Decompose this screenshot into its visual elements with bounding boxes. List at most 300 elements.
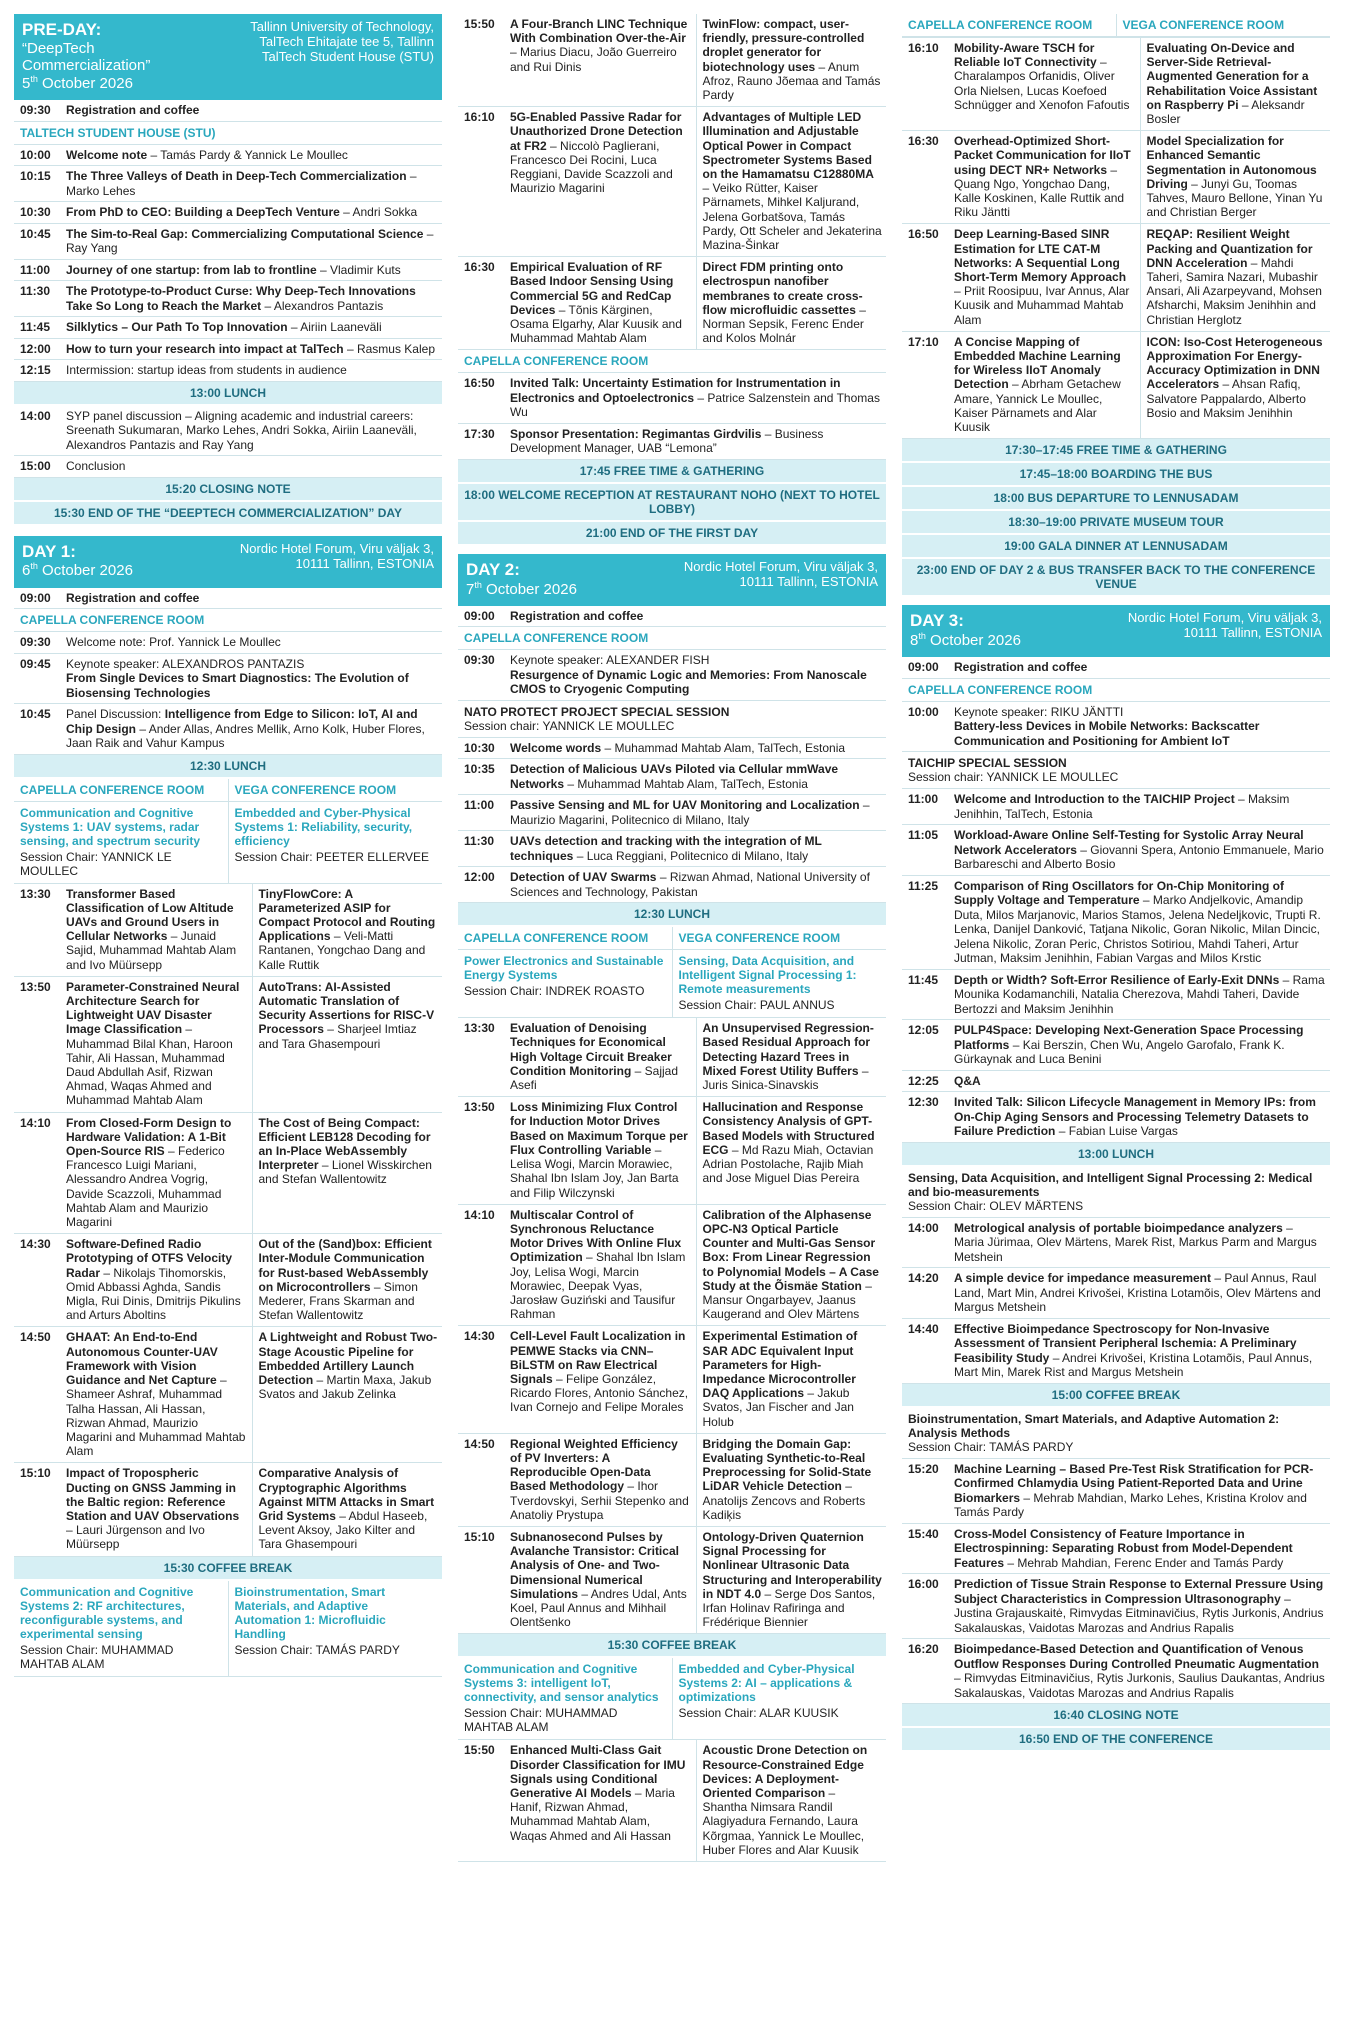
header-left xyxy=(910,611,1021,649)
talk-title: Metrological analysis of portable bioimpedance analyzers xyxy=(954,1220,1283,1235)
talk-authors: – Mehrab Mahdian, Ferenc Ender and Tamás Pardy xyxy=(1004,1555,1284,1570)
track-a-talk xyxy=(510,1527,694,1633)
track-b-talk xyxy=(1140,131,1331,223)
schedule-row xyxy=(14,100,442,122)
talk-title: A Lightweight and Robust Two-Stage Acoustic Pipeline for Embedded Artillery Launch Detection xyxy=(258,1330,438,1388)
talk-authors: SYP panel discussion – Aligning academic and industrial careers: Sreenath Sukumaran, Marko Lehes, Andri Sokka, Airiin Laaneväli, Alexandros Pantazis and Ray Yang xyxy=(66,408,417,452)
time: 10:15 xyxy=(20,169,51,184)
talk-title: Calibration of the Alphasense OPC-N3 Optical Particle Counter and Multi-Gas Sensor Box: From Linear Regression to Polynomial Models – A Case Study at the Õismäe Station xyxy=(702,1207,879,1293)
time: 15:50 xyxy=(464,1743,495,1758)
parallel-row xyxy=(14,977,442,1113)
content xyxy=(66,456,442,477)
session-chair: Session Chair: MUHAMMAD MAHTAB ALAM xyxy=(20,1642,174,1671)
session-chair: Session Chair: TAMÁS PARDY xyxy=(234,1642,400,1657)
header-venue: Tallinn University of Technology, TalTech Ehitajate tee 5, Tallinn TalTech Student House (STU) xyxy=(250,19,434,64)
talk-title: Evaluating On-Device and Server-Side Retrieval-Augmented Generation for a Rehabilitation Voice Assistant on Raspberry Pi xyxy=(1146,41,1318,112)
column-2 xyxy=(458,14,886,1862)
time: 16:50 xyxy=(908,227,939,242)
talk-authors: – Veli-Matti Rantanen, Yongchao Dang and Kalle Ruttik xyxy=(258,929,426,972)
parallel-track xyxy=(1116,14,1331,37)
talk-title: How to turn your research into impact at TalTech xyxy=(66,341,344,356)
schedule-row xyxy=(902,1268,1330,1319)
talk-authors: – Andres Udal, Ants Koel, Paul Annus and Mihhail Olentšenko xyxy=(510,1586,687,1630)
content xyxy=(954,1639,1330,1703)
parallel-row xyxy=(14,1113,442,1235)
talk-authors: – Juris Sinica-Sinavskis xyxy=(702,1063,869,1093)
track-b-talk xyxy=(1140,38,1331,130)
talk-authors: Intermission: startup ideas from students in audience xyxy=(66,363,347,378)
speaker-intro: Keynote speaker: RIKU JÄNTTI xyxy=(954,704,1124,719)
talk-authors: – Fabian Luise Vargas xyxy=(1055,1124,1178,1139)
talk-authors: – Lionel Wisskirchen and Stefan Wallentowitz xyxy=(258,1158,432,1187)
talk-authors: – Junyi Gu, Toomas Tahves, Mauro Bellone, Yinan Yu and Christian Berger xyxy=(1146,176,1323,220)
talk-title: Overhead-Optimized Short-Packet Communication for IIoT using DECT NR+ Networks xyxy=(954,134,1131,177)
talk-title: Welcome words xyxy=(510,740,602,755)
session-chair: Session chair: YANNICK LE MOULLEC xyxy=(908,770,1119,785)
session-info xyxy=(902,1408,1330,1459)
talk-title: The Cost of Being Compact: Efficient LEB128 Decoding for an In-Place WebAssembly Interpreter xyxy=(258,1115,431,1173)
schedule-row xyxy=(902,1319,1330,1384)
track-a-talk xyxy=(510,1740,694,1861)
content xyxy=(954,1092,1330,1142)
session-info xyxy=(902,752,1330,789)
content xyxy=(66,588,442,609)
time: 16:10 xyxy=(464,110,495,125)
talk-title: REQAP: Resilient Weight Packing and Quantization for DNN Acceleration xyxy=(1146,227,1313,270)
talk-title: Registration and coffee xyxy=(66,103,200,118)
schedule-row xyxy=(902,970,1330,1021)
talk-title: Multiscalar Control of Synchronous Reluctance Motor Drives With Online Flux Optimization xyxy=(510,1207,682,1265)
talk-authors: – Nikolajs Tihomorskis, Omid Abbassi Aghda, Sandis Migla, Rui Dinis, Dmitrijs Pikulins and Arturs Aboltins xyxy=(66,1265,241,1323)
talk-authors: – Ander Allas, Andres Mellik, Arno Kolk, Huber Flores, Jaan Raik and Vahur Kampus xyxy=(66,721,425,751)
schedule-band: 21:00 END OF THE FIRST DAY xyxy=(458,522,886,546)
time: 14:10 xyxy=(464,1207,495,1222)
talk-authors: – Luca Reggiani, Politecnico di Milano, Italy xyxy=(573,848,809,863)
speaker-intro: Keynote speaker: ALEXANDER FISH xyxy=(510,653,710,668)
content xyxy=(510,650,886,700)
content xyxy=(954,657,1330,678)
talk-authors: – Muhammad Mahtab Alam, TalTech, Estonia xyxy=(564,776,808,791)
content xyxy=(954,1218,1330,1268)
track-b-talk xyxy=(696,1326,887,1432)
talk-authors: – Abdul Haseeb, Levent Aksoy, Jako Kilter and Tara Ghasempouri xyxy=(258,1508,428,1552)
parallel-track xyxy=(228,1581,443,1676)
time: 09:45 xyxy=(20,656,51,671)
talk-authors: – Tõnis Kärginen, Osama Elgarhy, Alar Kuusik and Muhammad Mahtab Alam xyxy=(510,302,682,346)
talk-authors: – Serge Dos Santos, Irfan Holinav Rafiringa and Frédérique Biennier xyxy=(702,1586,876,1630)
schedule-row xyxy=(14,166,442,202)
talk-authors: – Patrice Salzenstein and Thomas Wu xyxy=(510,390,880,420)
content xyxy=(510,424,886,459)
time: 15:50 xyxy=(464,17,495,31)
session-chair: Session Chair: INDREK ROASTO xyxy=(464,984,645,999)
header-left xyxy=(22,20,224,92)
track-b-talk xyxy=(696,1527,887,1633)
time: 10:45 xyxy=(20,707,51,722)
talk-title: Ontology-Driven Quaternion Signal Processing for Nonlinear Ultrasonic Data Structuring and Interoperability in NDT 4.0 xyxy=(702,1529,882,1601)
talk-authors: – Vladimir Kuts xyxy=(316,262,401,277)
track-a-talk xyxy=(954,332,1138,438)
content xyxy=(954,825,1330,875)
talk-title: A Four-Branch LINC Technique With Combination Over-the-Air xyxy=(510,17,688,46)
talk-title: Detection of UAV Swarms xyxy=(510,870,657,885)
talk-title: ICON: Iso-Cost Heterogeneous Approximation For Energy-Accuracy Optimization in DNN Accelerators xyxy=(1146,334,1323,392)
time: 11:00 xyxy=(464,798,495,813)
talk-authors: – Ahsan Rafiq, Salvatore Pappalardo, Alberto Bosio and Maksim Jenihhin xyxy=(1146,377,1306,420)
talk-title: Out of the (Sand)box: Efficient Inter-Module Communication for Rust-based WebAssembly on Microcontrollers xyxy=(258,1237,432,1294)
talk-title: The Sim-to-Real Gap: Commercializing Computational Science xyxy=(66,226,424,241)
schedule-row xyxy=(14,654,442,705)
schedule-row xyxy=(14,202,442,224)
talk-title: Enhanced Multi-Class Gait Disorder Classification for IMU Signals using Conditional Generative AI Models xyxy=(510,1743,686,1800)
schedule-row xyxy=(458,373,886,424)
parallel-row xyxy=(458,14,886,107)
talk-title: Welcome note xyxy=(66,147,148,162)
track-b-talk xyxy=(1140,332,1331,438)
talk-authors: – Maria Jürimaa, Olev Märtens, Marek Rist, Markus Parm and Margus Metshein xyxy=(954,1220,1317,1264)
schedule-row xyxy=(14,406,442,457)
parallel-track xyxy=(672,1658,887,1739)
talk-authors: – Anum Afroz, Rauno Jõemaa and Tamás Pardy xyxy=(702,59,881,103)
time: 12:00 xyxy=(464,870,495,885)
talk-title: Deep Learning-Based SINR Estimation for LTE CAT-M Networks: A Sequential Long Short-Term Memory Approach xyxy=(954,227,1127,285)
header-left xyxy=(22,542,133,580)
schedule-row xyxy=(902,1020,1330,1071)
time: 12:15 xyxy=(20,363,51,378)
schedule-band: 18:00 BUS DEPARTURE TO LENNUSADAM xyxy=(902,487,1330,511)
schedule-row xyxy=(902,1218,1330,1269)
talk-authors: – Rimvydas Eitminavičius, Rytis Jurkonis, Saulius Daukantas, Andrius Sakalauskas, Vaidotas Marozas and Andrius Rapalis xyxy=(954,1671,1325,1700)
day-header xyxy=(902,605,1330,657)
content xyxy=(954,876,1330,969)
talk-title: Model Specialization for Enhanced Semantic Segmentation in Autonomous Driving xyxy=(1146,134,1317,191)
talk-authors: – Business Development Manager, UAB “Lemona” xyxy=(510,426,824,456)
talk-authors: – Md Razu Miah, Octavian Adrian Postolache, Rajib Miah and Jose Miguel Dias Pereira xyxy=(702,1142,874,1186)
session-chair: Session Chair: PEETER ELLERVEE xyxy=(234,849,430,864)
session-title: Sensing, Data Acquisition, and Intelligent Signal Processing 2: Medical and bio-measurements xyxy=(908,1170,1313,1199)
room-label: CAPELLA CONFERENCE ROOM xyxy=(458,627,886,650)
talk-title: PULP4Space: Developing Next-Generation Space Processing Platforms xyxy=(954,1023,1304,1052)
time: 15:00 xyxy=(20,459,51,474)
talk-authors: – Anatolijs Zencovs and Roberts Kadiķis xyxy=(702,1479,866,1522)
time: 09:30 xyxy=(20,635,51,650)
schedule-row xyxy=(458,759,886,795)
talk-authors: – Felipe González, Ricardo Flores, Antonio Sánchez, Ivan Cornejo and Felipe Morales xyxy=(510,1371,689,1415)
header-left xyxy=(466,560,577,598)
time: 09:30 xyxy=(20,103,51,118)
content xyxy=(66,166,442,201)
track-a-talk xyxy=(510,1326,694,1432)
time: 14:10 xyxy=(20,1115,51,1130)
parallel-session-header xyxy=(14,779,442,884)
parallel-row xyxy=(14,1327,442,1463)
parallel-row xyxy=(14,884,442,977)
parallel-row xyxy=(902,38,1330,131)
spacer xyxy=(902,597,1330,605)
schedule-band: 12:30 LUNCH xyxy=(458,903,886,927)
talk-title: Comparison of Ring Oscillators for On-Chip Monitoring of Supply Voltage and Temperature xyxy=(954,878,1284,908)
talk-authors: – Marko Andjelkovic, Amandip Duta, Milos Marjanovic, Marios Stamos, Jelena Nedeljkovic, Trupti R. Lenka, Danijel Danković, Tatjana Nikolic, Goran Nikolic, Milan Dincic, Jelena Nikolic, Zoran Peric, Christos Sotiriou, Mahdi Taheri, Artur Jutman, Maksim Jenihhin, Fabian Vargas and Milos Krstic xyxy=(954,893,1321,966)
talk-authors: – Jakub Svatos, Jan Fischer and Jan Holub xyxy=(702,1386,854,1429)
content xyxy=(66,145,442,166)
time: 10:30 xyxy=(20,205,51,220)
schedule-band: 15:30 END OF THE “DEEPTECH COMMERCIALIZATION” DAY xyxy=(14,502,442,526)
session-info xyxy=(458,701,886,738)
time: 12:00 xyxy=(20,341,51,356)
track-b-talk xyxy=(696,107,887,256)
talk-title: Empirical Evaluation of RF Based Indoor Sensing Using Commercial 5G and RedCap Devices xyxy=(510,260,674,317)
time: 14:50 xyxy=(464,1436,495,1451)
time: 16:30 xyxy=(464,260,495,275)
talk-title: TwinFlow: compact, user-friendly, pressure-controlled droplet generator for biotechnology uses xyxy=(702,17,865,74)
talk-title: Resurgence of Dynamic Logic and Memories: From Nanoscale CMOS to Cryogenic Computing xyxy=(510,667,867,697)
talk-authors: – Norman Sepsik, Ferenc Ender and Kolos Molnár xyxy=(702,302,866,346)
time: 13:30 xyxy=(20,886,51,901)
talk-authors: – Airiin Laaneväli xyxy=(287,320,382,335)
talk-title: Battery-less Devices in Mobile Networks: Backscatter Communication and Positioning for Ambient IoT xyxy=(954,719,1260,748)
schedule-row xyxy=(14,704,442,755)
room-label: CAPELLA CONFERENCE ROOM xyxy=(458,927,672,950)
track-a-talk xyxy=(510,1205,694,1326)
talk-authors: – Niccolò Paglierani, Francesco Dei Rocini, Luca Reggiani, Davide Scazzoli and Maurizio Magarini xyxy=(510,138,673,196)
track-a-talk xyxy=(66,1327,250,1462)
content xyxy=(66,260,442,281)
parallel-row xyxy=(14,1463,442,1556)
column-3 xyxy=(902,14,1330,1752)
schedule-band: 23:00 END OF DAY 2 & BUS TRANSFER BACK TO THE CONFERENCE VENUE xyxy=(902,559,1330,597)
session-title: Bioinstrumentation, Smart Materials, and Adaptive Automation 1: Microfluidic Handling xyxy=(234,1584,386,1641)
talk-authors: – Maria Hanif, Rizwan Ahmad, Muhammad Mahtab Alam, Waqas Ahmed and Ali Hassan xyxy=(510,1786,675,1843)
schedule-row xyxy=(14,632,442,654)
parallel-track xyxy=(14,779,228,883)
talk-title: Advantages of Multiple LED Illumination and Adjustable Optical Power in Compact Spectrometer Systems Based on the Hamamatsu C12880MA xyxy=(702,110,874,182)
talk-authors: – Priit Roosipuu, Ivar Annus, Alar Kuusik and Muhammad Mahtab Alam xyxy=(954,284,1130,327)
track-a-talk xyxy=(66,977,250,1112)
talk-authors: – Justina Grajauskaitė, Rimvydas Eitminavičius, Rytis Jurkonis, Andrius Sakalauskas, Vaidotas Marozas and Andrius Rapalis xyxy=(954,1591,1324,1635)
time: 14:00 xyxy=(20,408,51,423)
talk-authors: – Federico Francesco Luigi Mariani, Alessandro Andrea Vogrig, Davide Scazzoli, Muhammad Mahtab Alam and Maurizio Magarini xyxy=(66,1144,225,1230)
talk-title: Workload-Aware Online Self-Testing for Systolic Array Neural Network Accelerators xyxy=(954,828,1304,857)
track-b-talk xyxy=(696,1018,887,1096)
talk-title: The Prototype-to-Product Curse: Why Deep-Tech Innovations Take So Long to Reach the Market xyxy=(66,284,416,313)
track-b-talk xyxy=(696,1740,887,1861)
talk-authors: – Marius Diacu, João Guerreiro and Rui Dinis xyxy=(510,45,677,74)
schedule-row xyxy=(458,650,886,701)
room-label: TALTECH STUDENT HOUSE (STU) xyxy=(14,122,442,145)
schedule-row xyxy=(458,867,886,903)
talk-title: GHAAT: An End-to-End Autonomous Counter-UAV Framework with Vision Guidance and Net Capture xyxy=(66,1330,218,1388)
parallel-session-header xyxy=(458,1658,886,1740)
content xyxy=(66,317,442,338)
content xyxy=(66,654,442,704)
time: 17:10 xyxy=(908,334,939,349)
track-b-talk xyxy=(252,977,443,1112)
time: 15:10 xyxy=(20,1466,51,1481)
parallel-row xyxy=(902,224,1330,331)
parallel-session-header xyxy=(458,927,886,1018)
parallel-track xyxy=(458,1658,672,1739)
schedule-row xyxy=(902,825,1330,876)
time: 14:30 xyxy=(20,1237,51,1252)
track-a-talk xyxy=(510,1434,694,1526)
time: 16:30 xyxy=(908,134,939,149)
session-title: Bioinstrumentation, Smart Materials, and Adaptive Automation 2: Analysis Methods xyxy=(908,1411,1280,1440)
content xyxy=(954,1319,1330,1383)
track-b-talk xyxy=(252,884,443,976)
track-a-talk xyxy=(510,14,694,106)
date-suffix: th xyxy=(30,561,38,572)
talk-title: AutoTrans: AI-Assisted Automatic Translation of Security Assertions for RISC-V Processors xyxy=(258,979,435,1037)
schedule-band: 17:30–17:45 FREE TIME & GATHERING xyxy=(902,439,1330,463)
content xyxy=(66,632,442,653)
room-label: CAPELLA CONFERENCE ROOM xyxy=(458,350,886,373)
schedule-row xyxy=(458,738,886,760)
parallel-row xyxy=(458,1326,886,1433)
time: 10:45 xyxy=(20,226,51,241)
content xyxy=(66,360,442,381)
session-chair: Session Chair: ALAR KUUSIK xyxy=(678,1706,839,1721)
talk-title: Mobility-Aware TSCH for Reliable IoT Connectivity xyxy=(954,41,1097,70)
schedule-band: 13:00 LUNCH xyxy=(902,1143,1330,1167)
track-a-talk xyxy=(510,1018,694,1096)
day-header xyxy=(14,536,442,588)
schedule-row xyxy=(902,876,1330,970)
schedule-row xyxy=(902,1524,1330,1575)
talk-authors: – Ihor Tverdovskyi, Serhii Stepenko and Anatoliy Prystupa xyxy=(510,1479,689,1522)
track-a-talk xyxy=(66,1463,250,1555)
parallel-track xyxy=(458,927,672,1017)
time: 13:50 xyxy=(464,1100,495,1115)
time: 11:25 xyxy=(908,878,939,893)
time: 10:00 xyxy=(20,147,51,162)
room-label: CAPELLA CONFERENCE ROOM xyxy=(14,779,228,802)
talk-authors: – Mehrab Mahdian, Marko Lehes, Kristina Krolov and Tamás Pardy xyxy=(954,1490,1307,1520)
content xyxy=(510,759,886,794)
session-title: TAICHIP SPECIAL SESSION xyxy=(908,756,1067,771)
track-b-talk xyxy=(696,14,887,106)
talk-title: Regional Weighted Efficiency of PV Inverters: A Reproducible Open-Data Based Methodology xyxy=(510,1436,678,1494)
talk-title: Impact of Tropospheric Ducting on GNSS Jamming in the Baltic region: Reference Station and UAV Observations xyxy=(66,1466,240,1523)
talk-authors: – Mansur Ongarbayev, Jaanus Kaugerand and Olev Märtens xyxy=(702,1278,872,1322)
talk-title: UAVs detection and tracking with the integration of ML techniques xyxy=(510,834,822,863)
schedule-row xyxy=(14,260,442,282)
schedule-band: 17:45 FREE TIME & GATHERING xyxy=(458,460,886,484)
header-venue: Nordic Hotel Forum, Viru väljak 3, 10111 Tallinn, ESTONIA xyxy=(239,540,434,571)
time: 14:40 xyxy=(908,1321,939,1336)
talk-title: Hallucination and Response Consistency Analysis of GPT-Based Models with Structured ECG xyxy=(702,1100,875,1157)
talk-title: Cross-Model Consistency of Feature Importance in Electrospinning: Separating Robust from Model-Dependent Features xyxy=(954,1526,1293,1570)
talk-title: From Single Devices to Smart Diagnostics: The Evolution of Biosensing Technologies xyxy=(66,671,409,700)
talk-title: Registration and coffee xyxy=(510,608,644,623)
session-title: Communication and Cognitive Systems 3: intelligent IoT, connectivity, and sensor analytics xyxy=(464,1662,659,1705)
content xyxy=(954,1574,1330,1638)
talk-authors: – Abrham Getachew Amare, Yannick Le Moullec, Kaiser Pärnamets and Alar Kuusik xyxy=(954,377,1121,435)
time: 16:10 xyxy=(908,41,939,55)
schedule-row xyxy=(458,831,886,867)
schedule-row xyxy=(14,224,442,260)
talk-title: Prediction of Tissue Strain Response to External Pressure Using Subject Characteristics in Compression Ultrasonography xyxy=(954,1577,1324,1606)
talk-title: Sponsor Presentation: Regimantas Girdvilis xyxy=(510,426,762,441)
time: 13:30 xyxy=(464,1021,495,1036)
schedule-band: 19:00 GALA DINNER AT LENNUSADAM xyxy=(902,535,1330,559)
track-b-talk xyxy=(252,1234,443,1326)
content xyxy=(66,224,442,259)
talk-title: Bridging the Domain Gap: Evaluating Synthetic-to-Real Preprocessing for Solid-State LiDAR Vehicle Detection xyxy=(702,1436,872,1494)
track-b-talk xyxy=(696,1097,887,1203)
parallel-row xyxy=(458,257,886,350)
time: 09:00 xyxy=(908,660,939,675)
schedule-band: 13:00 LUNCH xyxy=(14,382,442,406)
talk-title: Invited Talk: Uncertainty Estimation for Instrumentation in Electronics and Optoelectronics xyxy=(510,376,841,405)
schedule-row xyxy=(14,281,442,317)
track-a-talk xyxy=(66,1234,250,1326)
time: 14:00 xyxy=(908,1220,939,1235)
content xyxy=(510,738,886,759)
content xyxy=(954,970,1330,1020)
header-title: DAY 2: xyxy=(466,559,520,579)
content xyxy=(954,1071,1330,1092)
time: 11:00 xyxy=(908,792,939,807)
track-a-talk xyxy=(66,1113,250,1234)
header-title: PRE-DAY: xyxy=(22,20,102,39)
track-b-talk xyxy=(696,1205,887,1326)
talk-title: A simple device for impedance measurement xyxy=(954,1271,1211,1286)
talk-title: Machine Learning – Based Pre-Test Risk Stratification for PCR-Confirmed Chlamydia Using Patient-Reported Data and Urine Biomarkers xyxy=(954,1461,1314,1505)
date-suffix: th xyxy=(474,579,482,590)
session-title: Embedded and Cyber-Physical Systems 1: Reliability, security, efficiency xyxy=(234,805,413,848)
talk-authors: – Alexandros Pantazis xyxy=(261,298,384,313)
content xyxy=(66,704,442,754)
header-date: 8th October 2026 xyxy=(910,630,1021,649)
time: 16:00 xyxy=(908,1577,939,1592)
talk-title: From Closed-Form Design to Hardware Validation: A 1-Bit Open-Source RIS xyxy=(66,1115,232,1159)
parallel-row xyxy=(458,1205,886,1327)
parallel-track xyxy=(902,14,1116,37)
track-b-talk xyxy=(1140,224,1331,330)
talk-title: Direct FDM printing onto electrospun nanofiber membranes to create cross-flow microfluidic cassettes xyxy=(702,260,863,317)
content xyxy=(510,606,886,627)
header-title: DAY 3: xyxy=(910,611,964,631)
time: 10:30 xyxy=(464,740,495,755)
schedule-row xyxy=(458,795,886,831)
parallel-row xyxy=(902,332,1330,439)
session-chair: Session Chair: YANNICK LE MOULLEC xyxy=(20,849,172,878)
talk-title: Parameter-Constrained Neural Architecture Search for Lightweight UAV Disaster Image Classification xyxy=(66,979,240,1037)
parallel-row xyxy=(458,1018,886,1097)
day-header xyxy=(14,14,442,100)
talk-title: Registration and coffee xyxy=(954,660,1088,675)
room-label: CAPELLA CONFERENCE ROOM xyxy=(902,14,1116,37)
talk-authors: – Shantha Nimsara Randil Alagiyadura Fernando, Laura Kõrgmaa, Yannick Le Moullec, Huber Flores and Alar Kuusik xyxy=(702,1786,865,1857)
header-venue: Nordic Hotel Forum, Viru väljak 3, 10111 Tallinn, ESTONIA xyxy=(683,558,878,589)
parallel-row xyxy=(458,1434,886,1527)
time: 11:45 xyxy=(20,320,51,335)
content xyxy=(66,339,442,360)
schedule-row xyxy=(14,317,442,339)
session-title: Communication and Cognitive Systems 1: UAV systems, radar sensing, and spectrum security xyxy=(20,805,201,848)
talk-authors: Conclusion xyxy=(66,459,126,474)
time: 11:05 xyxy=(908,828,939,843)
content xyxy=(510,373,886,423)
content xyxy=(66,202,442,223)
session-chair: Session Chair: OLEV MÄRTENS xyxy=(908,1198,1084,1213)
room-label: VEGA CONFERENCE ROOM xyxy=(673,927,887,950)
talk-title: An Unsupervised Regression-Based Residual Approach for Detecting Hazard Trees in Mixed Forest Utility Buffers xyxy=(702,1021,874,1078)
content xyxy=(954,1459,1330,1523)
column-1 xyxy=(14,14,442,1677)
parallel-row xyxy=(902,131,1330,224)
talk-title: Transformer Based Classification of Low Altitude UAVs and Ground Users in Cellular Networks xyxy=(66,886,234,944)
